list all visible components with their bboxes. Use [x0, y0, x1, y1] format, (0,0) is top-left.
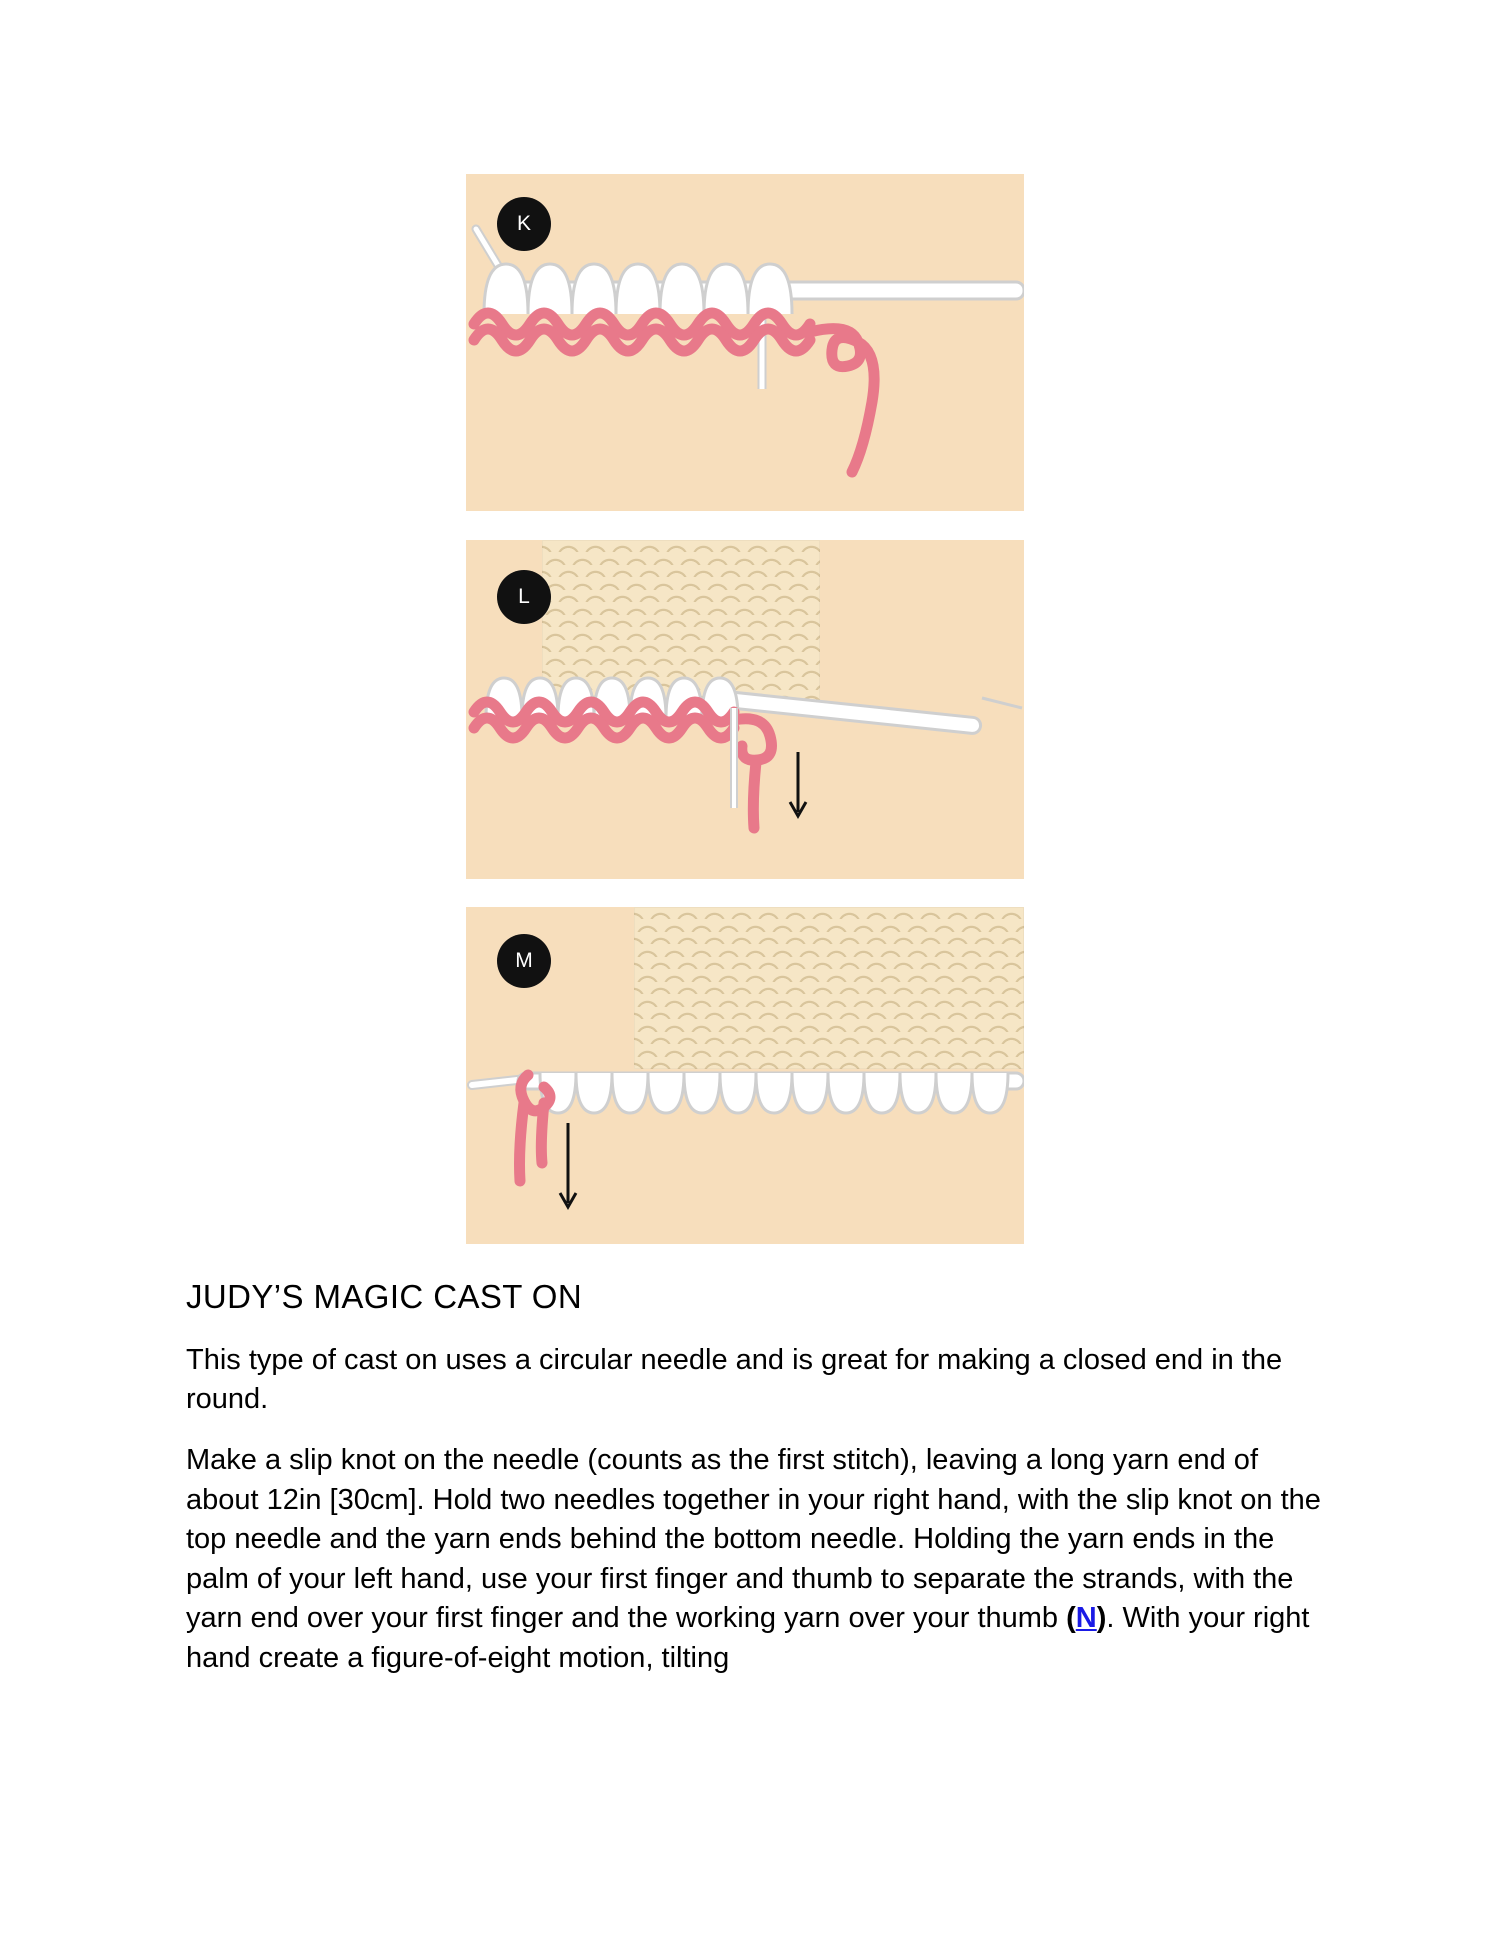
figure-link-n[interactable]: N: [1075, 1602, 1097, 1635]
paren-open: (: [1066, 1602, 1076, 1635]
instructions-text: Make a slip knot on the needle (counts as the first stitch), leaving a long yarn end of about 12in [30cm]. Hold two needles together in your right hand, with the slip knot on the top needle and the yarn ends behind the bottom needle. Holding the yarn ends in the palm of your left hand, use your first finger and thumb to separate the strands, with the yarn end over your first finger and the working yarn over your thumb: [186, 1444, 1321, 1635]
figure-badge-k: K: [497, 197, 551, 251]
page-title: JUDY’S MAGIC CAST ON: [186, 1278, 583, 1315]
figure-m: [466, 907, 1024, 1244]
paren-close: ): [1096, 1602, 1107, 1635]
figure-badge-l: L: [497, 570, 551, 624]
figure-l: [466, 540, 1024, 879]
instructions-paragraph: [186, 1441, 1326, 1678]
intro-paragraph: This type of cast on uses a circular needle and is great for making a closed end in the round.: [186, 1343, 1283, 1416]
figure-k: [466, 174, 1024, 511]
article-content: [186, 1277, 1326, 1700]
instructions-tail: . With your right hand create a figure-of-eight motion, tilting: [186, 1602, 1310, 1674]
figure-reference-n: [1066, 1602, 1106, 1634]
figure-badge-m: M: [497, 934, 551, 988]
